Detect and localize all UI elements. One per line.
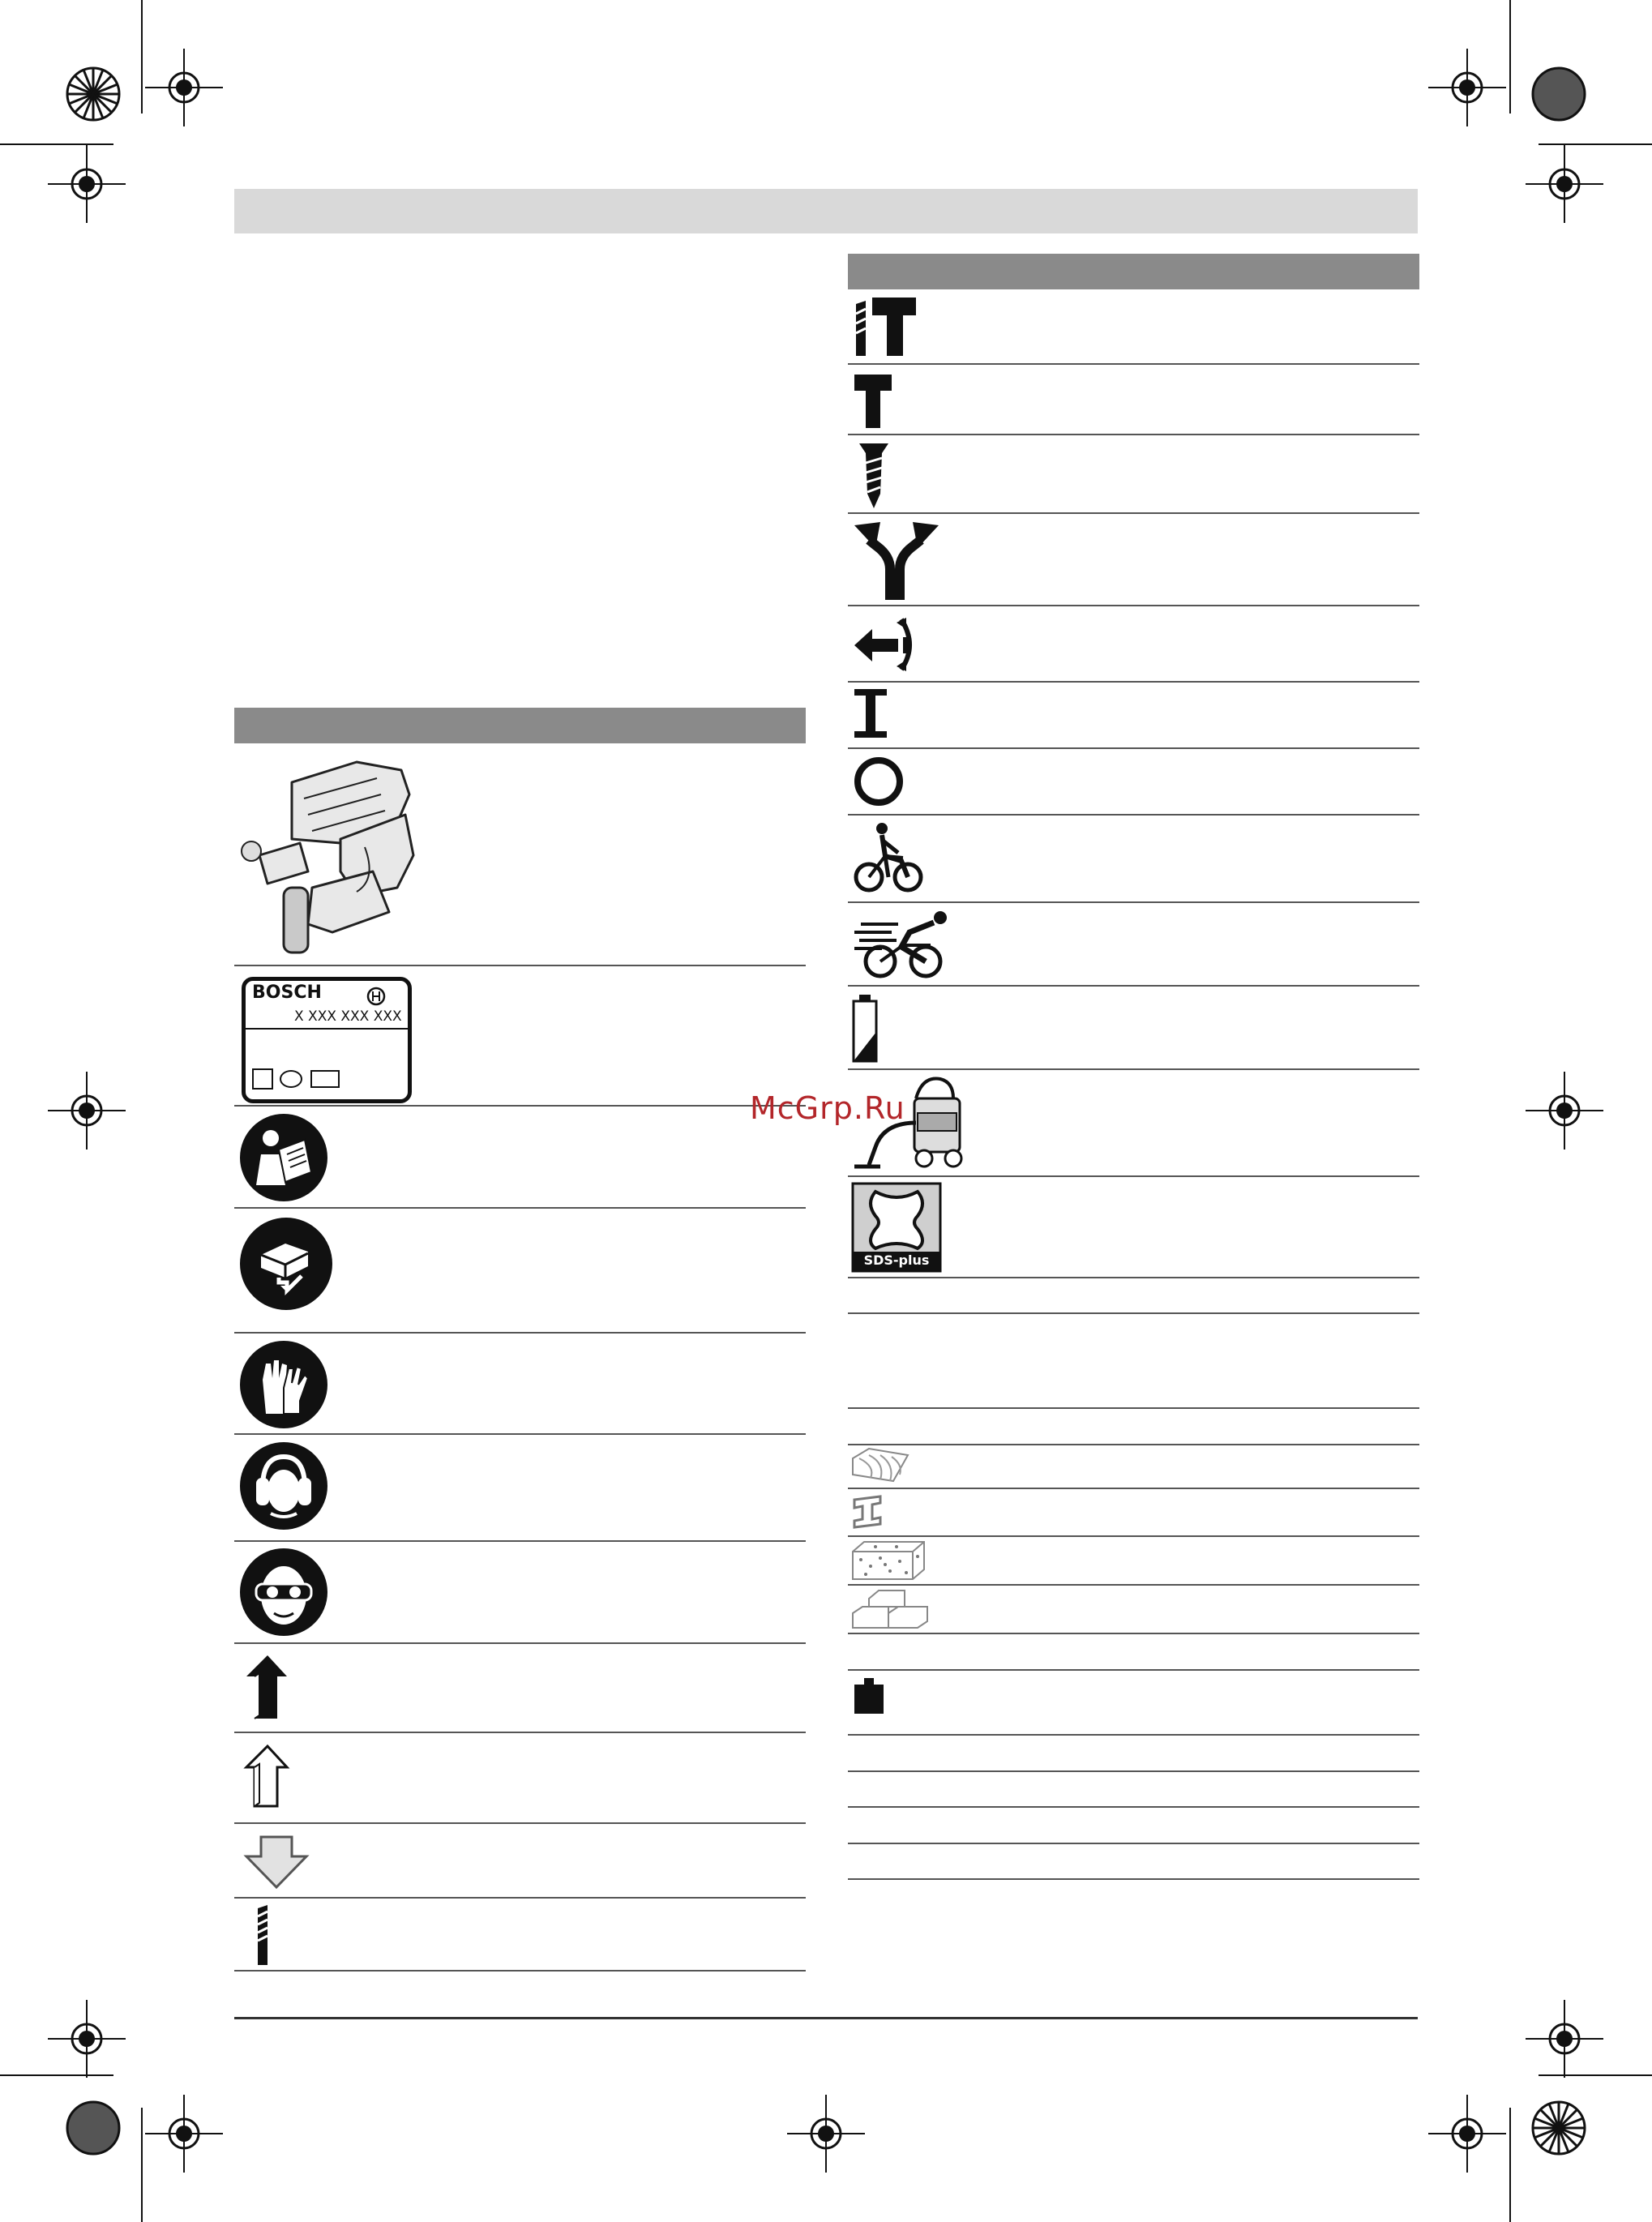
table-row-divider bbox=[848, 985, 1419, 987]
label-square-mark bbox=[252, 1068, 273, 1090]
table-row-divider bbox=[848, 1843, 1419, 1844]
eye-protection-icon bbox=[238, 1547, 329, 1638]
screw-icon bbox=[858, 442, 890, 510]
concrete-icon bbox=[851, 1540, 926, 1581]
table-row-divider bbox=[848, 1175, 1419, 1177]
table-row-divider bbox=[234, 1540, 806, 1542]
table-row-divider bbox=[848, 1312, 1419, 1314]
arrow-up-filled-icon bbox=[243, 1654, 292, 1720]
label-oval-mark bbox=[280, 1070, 302, 1088]
masonry-icon bbox=[851, 1589, 929, 1629]
table-row-divider bbox=[848, 1584, 1419, 1586]
speed-zero-icon bbox=[853, 756, 905, 807]
ear-protection-icon bbox=[238, 1441, 329, 1531]
table-row-divider bbox=[848, 1444, 1419, 1445]
table-row-divider bbox=[848, 363, 1419, 365]
table-row-divider bbox=[848, 512, 1419, 514]
table-row-divider bbox=[848, 1407, 1419, 1409]
table-row-divider bbox=[848, 1633, 1419, 1634]
hammer-drilling-mode-icon bbox=[853, 296, 918, 357]
type-plate-icon bbox=[242, 977, 412, 1103]
table-row-divider bbox=[234, 1897, 806, 1899]
arrow-down-icon bbox=[243, 1834, 310, 1890]
wood-icon bbox=[851, 1447, 909, 1484]
steel-icon bbox=[851, 1493, 887, 1529]
label-brand: BOSCH bbox=[252, 983, 322, 1003]
left-table-header bbox=[234, 708, 806, 743]
table-row-divider bbox=[234, 1822, 806, 1824]
gloves-icon bbox=[238, 1339, 329, 1430]
rotation-switch-icon bbox=[853, 616, 918, 673]
table-row-divider bbox=[848, 1488, 1419, 1489]
table-row-divider bbox=[848, 901, 1419, 903]
table-row-divider bbox=[234, 1207, 806, 1209]
arrow-up-outline-icon bbox=[243, 1743, 292, 1809]
table-row-divider bbox=[848, 747, 1419, 749]
table-row-divider bbox=[848, 434, 1419, 435]
speed-one-icon bbox=[853, 687, 888, 739]
battery-removal-icon bbox=[238, 1216, 334, 1312]
page-header-bar bbox=[234, 189, 1418, 233]
table-row-divider bbox=[848, 1068, 1419, 1070]
table-row-divider bbox=[848, 681, 1419, 683]
table-row-divider bbox=[234, 1970, 806, 1972]
weight-icon bbox=[853, 1676, 885, 1715]
table-row-divider bbox=[848, 1535, 1419, 1537]
label-separator bbox=[246, 1028, 408, 1030]
table-row-divider bbox=[848, 1734, 1419, 1736]
table-row-divider bbox=[848, 1770, 1419, 1772]
footer-rule bbox=[234, 2017, 1418, 2019]
hammer-drill-icon bbox=[235, 750, 422, 961]
slow-cyclist-icon bbox=[853, 820, 926, 893]
table-row-divider bbox=[848, 605, 1419, 606]
table-row-divider bbox=[848, 1669, 1419, 1671]
table-row-divider bbox=[848, 814, 1419, 816]
label-rect-mark bbox=[310, 1070, 340, 1088]
bosch-logo-icon bbox=[366, 986, 387, 1007]
read-manual-icon bbox=[238, 1112, 329, 1203]
battery-level-icon bbox=[851, 993, 880, 1063]
table-row-divider bbox=[234, 965, 806, 966]
chiseling-mode-icon bbox=[853, 373, 893, 430]
rotation-direction-icon bbox=[853, 520, 942, 602]
table-row-divider bbox=[234, 1105, 806, 1107]
fast-cyclist-icon bbox=[853, 908, 950, 981]
label-serial-number: X XXX XXX XXX bbox=[294, 1008, 402, 1025]
table-row-divider bbox=[234, 1732, 806, 1733]
drill-bit-icon bbox=[251, 1905, 274, 1967]
table-row-divider bbox=[848, 1806, 1419, 1808]
table-row-divider bbox=[234, 1332, 806, 1334]
table-row-divider bbox=[234, 1433, 806, 1435]
table-row-divider bbox=[848, 1878, 1419, 1880]
table-row-divider bbox=[234, 1642, 806, 1644]
sds-plus-label: SDS-plus bbox=[863, 1252, 930, 1268]
right-table-header bbox=[848, 254, 1419, 289]
watermark-text: McGrp.Ru bbox=[750, 1090, 905, 1126]
table-row-divider bbox=[848, 1277, 1419, 1278]
